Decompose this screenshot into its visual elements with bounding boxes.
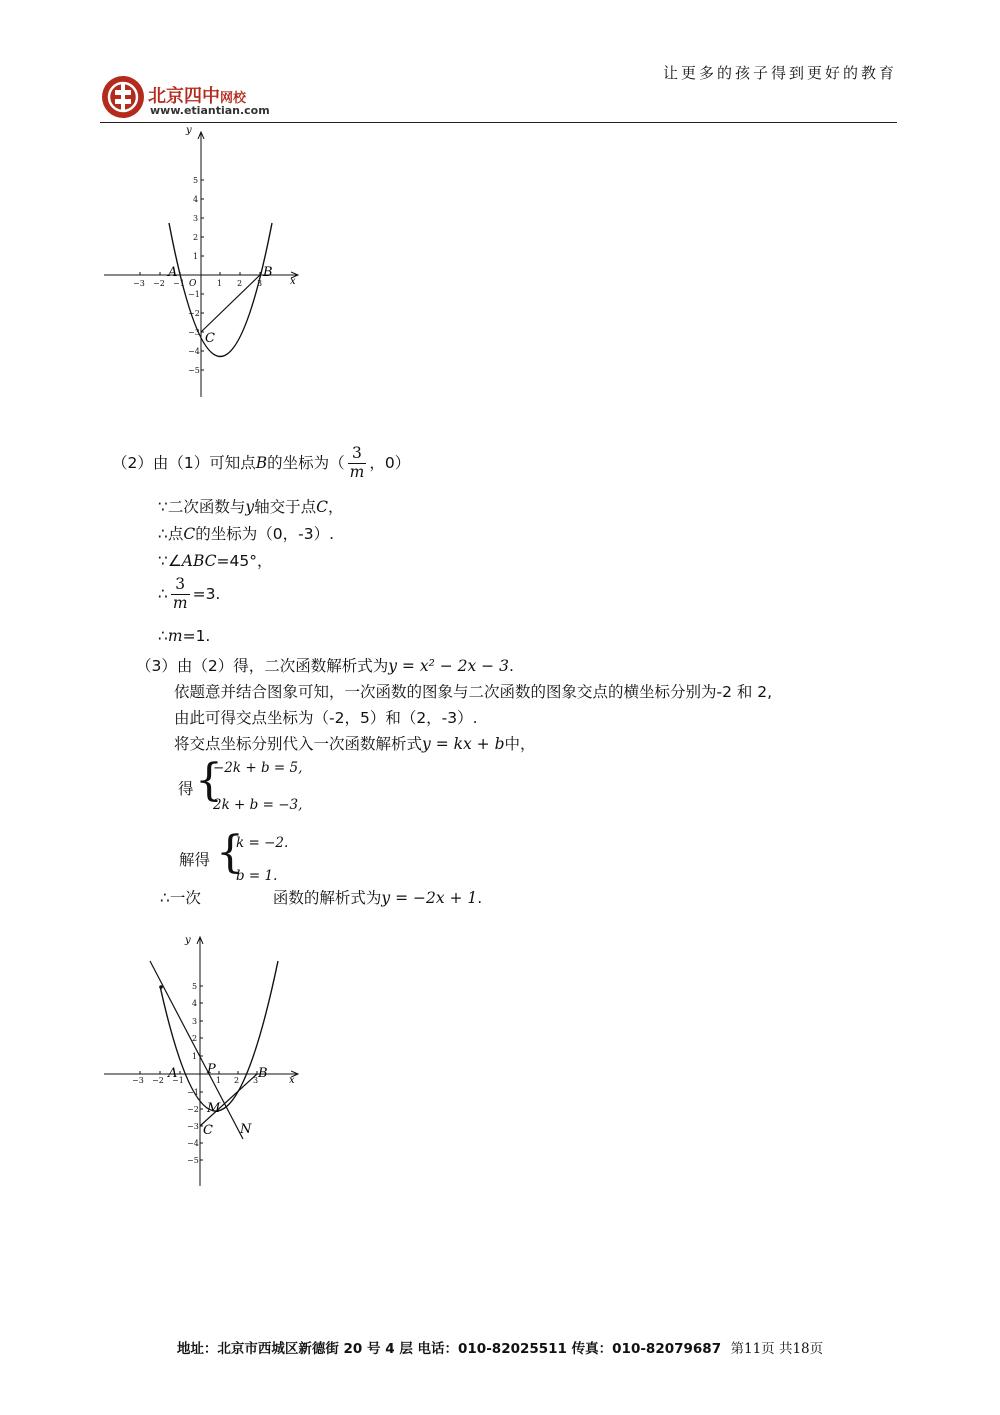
system-equation-2: 2k + b = −3,	[213, 797, 303, 813]
footer-page-number: 第11页 共18页	[730, 1341, 824, 1357]
x-tick-label: 3	[253, 1076, 259, 1085]
y-tick-label: −4	[188, 347, 200, 356]
point-label-b: B	[258, 1066, 268, 1081]
point-label-a: A	[168, 265, 178, 280]
graph-parabola-line	[100, 928, 310, 1193]
point-label-b: B	[263, 265, 273, 280]
solution-part2-line5: ∴ $\frac{3}{m}$ =3.	[158, 575, 221, 612]
y-tick-label: 3	[193, 214, 199, 223]
y-tick-label: 2	[192, 1034, 198, 1043]
origin-label: O	[189, 279, 197, 289]
header-slogan: 让更多的孩子得到更好的教育	[662, 64, 897, 82]
y-tick-label: −5	[188, 366, 200, 375]
quadratic-equation: y = x² − 2x − 3	[388, 657, 509, 675]
linear-function-result: y = −2x + 1	[381, 889, 478, 907]
footer	[0, 1337, 1000, 1357]
left-brace: {	[195, 755, 223, 806]
equation-system-label: 得	[178, 780, 194, 798]
solution-part2-line2: ∵二次函数与y轴交于点C，	[158, 498, 344, 516]
y-tick-label: −1	[187, 1088, 199, 1097]
y-tick-label: 4	[192, 999, 198, 1008]
solution-final-line: ∴一次 函数的解析式为y = −2x + 1.	[160, 889, 483, 907]
solution-part3-line2: 依题意并结合图象可知，一次函数的图象与二次函数的图象交点的横坐标分别为-2 和 2,	[174, 683, 773, 701]
point-label-n: N	[240, 1122, 252, 1137]
logo-name: 北京四中网校	[148, 86, 247, 107]
parabola-curve	[169, 223, 272, 357]
linear-equation-general: y = kx + b	[422, 735, 505, 753]
x-tick-label: −1	[173, 279, 185, 288]
solution-result-label: 解得	[179, 851, 211, 869]
solution-part3-line3: 由此可得交点坐标为（-2，5）和（2，-3）.	[174, 709, 478, 727]
x-tick-label: −2	[152, 1076, 164, 1085]
x-tick-label: 2	[234, 1076, 240, 1085]
point-label-c: C	[203, 1123, 213, 1138]
point-label-c: C	[205, 331, 215, 346]
solution-part3-line1: （3）由（2）得，二次函数解析式为y = x² − 2x − 3.	[136, 657, 514, 675]
logo-emblem-icon	[100, 74, 146, 120]
system-equation-1: −2k + b = 5,	[213, 760, 303, 776]
fraction-3-over-m: $\frac{3}{m}$	[349, 444, 365, 481]
y-tick-label: −3	[187, 1122, 199, 1131]
y-axis-label: y	[186, 125, 192, 136]
x-tick-label: 3	[257, 279, 263, 288]
solution-b: b = 1.	[236, 868, 278, 884]
x-tick-label: −3	[133, 279, 145, 288]
header-divider	[100, 122, 897, 123]
point-label-p: P	[207, 1062, 216, 1077]
x-tick-label: −2	[153, 279, 165, 288]
segment-bc	[201, 275, 263, 332]
y-axis-label: y	[185, 935, 191, 946]
solution-part2-line3: ∴点C的坐标为（0，-3）.	[158, 525, 334, 543]
y-tick-label: 4	[193, 195, 199, 204]
solution-part3-line4: 将交点坐标分别代入一次函数解析式y = kx + b中，	[174, 735, 536, 753]
y-tick-label: −4	[187, 1139, 199, 1148]
segment-bc	[200, 1074, 257, 1126]
y-tick-label: 5	[192, 982, 198, 991]
x-tick-label: 2	[237, 279, 243, 288]
solution-part2-line6: ∴m=1.	[158, 627, 211, 645]
fraction-3-over-m: $\frac{3}{m}$	[172, 575, 188, 612]
solution-part2-line1: （2）由（1）可知点B的坐标为（ $\frac{3}{m}$ ，0）	[112, 444, 411, 481]
y-tick-label: 3	[192, 1017, 198, 1026]
y-tick-label: −2	[187, 1105, 199, 1114]
x-axis-label: x	[289, 1075, 295, 1086]
x-axis-label: x	[290, 276, 296, 287]
y-tick-label: −5	[187, 1156, 199, 1165]
point-label-a: A	[168, 1066, 178, 1081]
solution-part2-line4: ∵∠ABC=45°，	[158, 552, 273, 570]
logo-url: www.etiantian.com	[150, 104, 270, 117]
footer-address: 地址：北京市西城区新德街 20 号 4 层 电话：010-82025511 传真：010-82079687	[176, 1341, 722, 1357]
point-label-m: M	[207, 1101, 221, 1116]
y-tick-label: 5	[193, 176, 199, 185]
y-tick-label: 1	[193, 252, 199, 261]
x-tick-label: −1	[172, 1076, 184, 1085]
y-tick-label: −3	[188, 328, 200, 337]
x-tick-label: 1	[216, 1076, 222, 1085]
left-brace: {	[216, 827, 244, 878]
logo	[100, 74, 146, 120]
y-tick-label: 2	[193, 233, 199, 242]
solution-k: k = −2.	[236, 835, 289, 851]
x-tick-label: −3	[132, 1076, 144, 1085]
graph-parabola-abc	[100, 125, 310, 405]
intersection-point	[159, 985, 163, 989]
x-tick-label: 1	[217, 279, 223, 288]
logo-subname: 网校	[220, 91, 247, 106]
parabola-curve	[160, 961, 278, 1111]
y-tick-label: −1	[188, 290, 200, 299]
y-tick-label: 1	[192, 1052, 198, 1061]
y-tick-label: −2	[188, 309, 200, 318]
